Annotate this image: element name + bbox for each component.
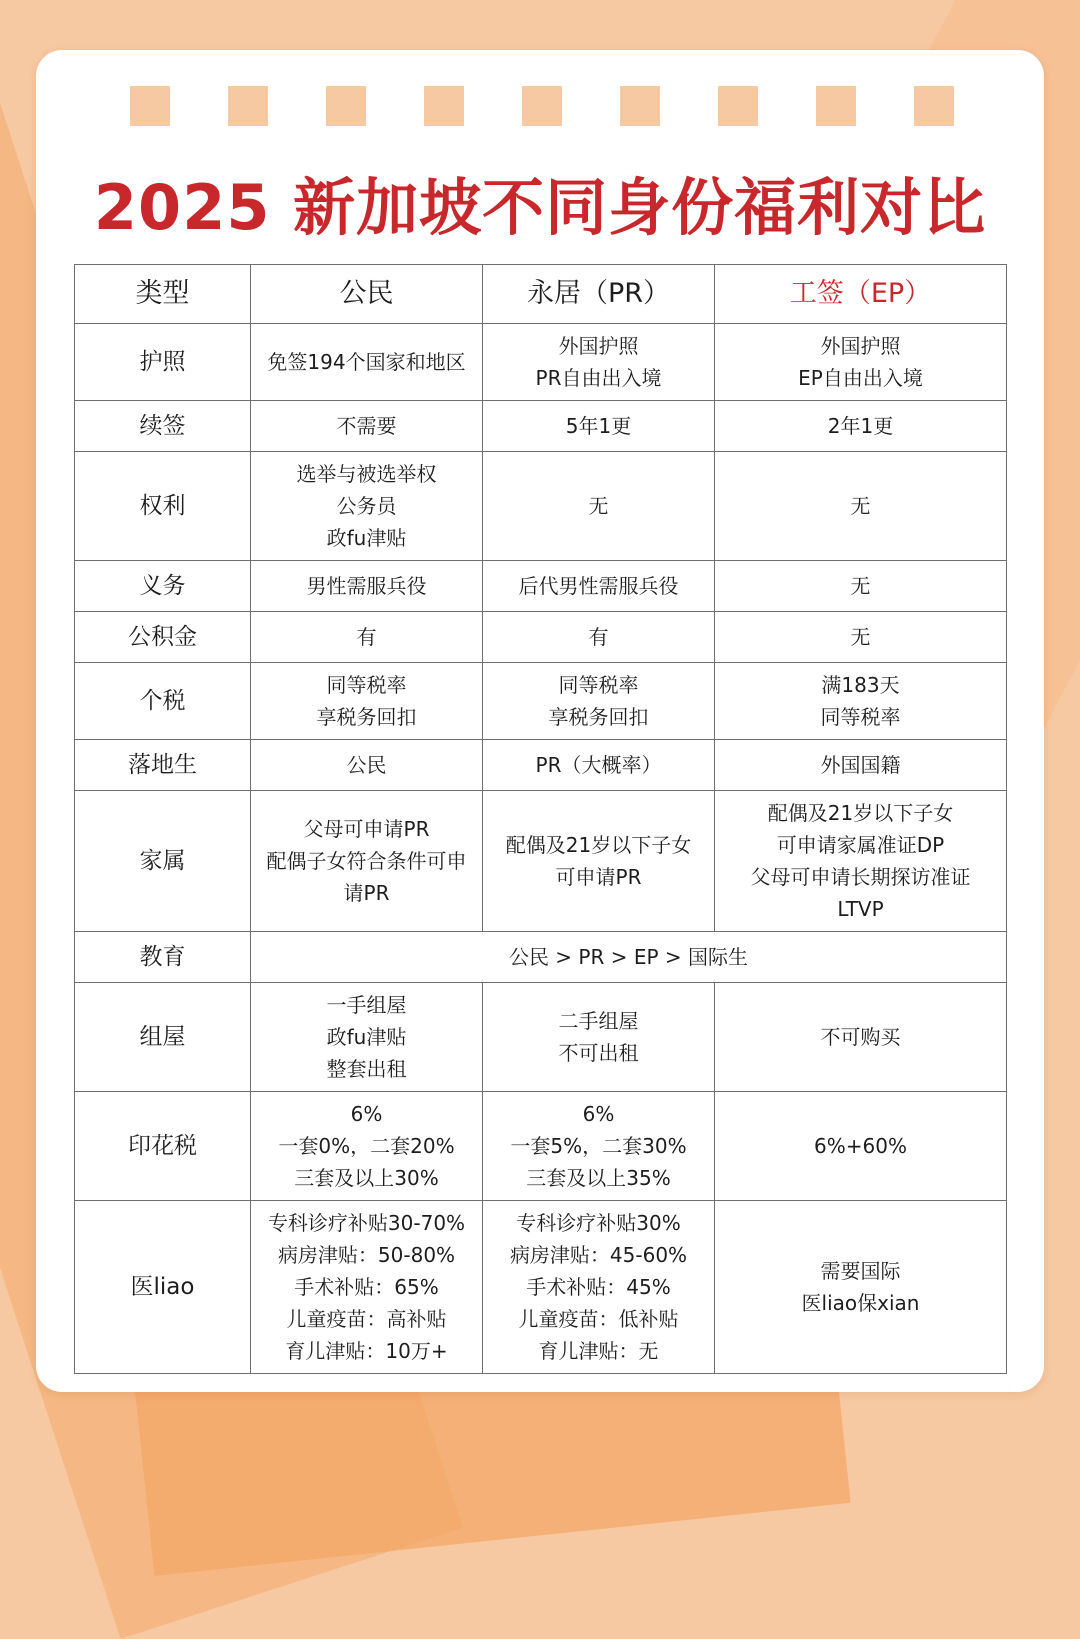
table-row — [75, 401, 1007, 452]
cell-ep: 2年1更 — [715, 401, 1007, 452]
row-label: 义务 — [75, 561, 251, 612]
cell-ep: 满183天 同等税率 — [715, 663, 1007, 740]
cell-ep: 不可购买 — [715, 983, 1007, 1092]
cell-citizen: 同等税率 享税务回扣 — [251, 663, 483, 740]
cell-pr: 同等税率 享税务回扣 — [483, 663, 715, 740]
cell-pr: 无 — [483, 452, 715, 561]
row-label: 组屋 — [75, 983, 251, 1092]
cell-citizen: 父母可申请PR 配偶子女符合条件可申 请PR — [251, 791, 483, 932]
cell-ep: 需要国际 医liao保xian — [715, 1201, 1007, 1374]
column-header-pr: 永居（PR） — [483, 265, 715, 324]
column-header-ep: 工签（EP） — [715, 265, 1007, 324]
cell-pr: 有 — [483, 612, 715, 663]
binder-tab — [620, 86, 660, 126]
cell-pr: PR（大概率） — [483, 740, 715, 791]
binder-tab — [424, 86, 464, 126]
page-title: 2025 新加坡不同身份福利对比 — [93, 171, 987, 244]
row-label: 教育 — [75, 932, 251, 983]
binder-tab — [228, 86, 268, 126]
cell-citizen: 选举与被选举权 公务员 政fu津贴 — [251, 452, 483, 561]
cell-ep: 无 — [715, 561, 1007, 612]
table-row — [75, 324, 1007, 401]
binder-tab — [718, 86, 758, 126]
row-label: 落地生 — [75, 740, 251, 791]
cell-ep: 外国护照 EP自由出入境 — [715, 324, 1007, 401]
cell-citizen: 男性需服兵役 — [251, 561, 483, 612]
row-label: 续签 — [75, 401, 251, 452]
table-row — [75, 1092, 1007, 1201]
cell-citizen: 公民 — [251, 740, 483, 791]
table-row — [75, 932, 1007, 983]
binder-tab — [816, 86, 856, 126]
binder-tab — [522, 86, 562, 126]
column-header-citizen: 公民 — [251, 265, 483, 324]
cell-education-ranking: 公民 > PR > EP > 国际生 — [251, 932, 1007, 983]
table-row — [75, 452, 1007, 561]
cell-ep: 外国国籍 — [715, 740, 1007, 791]
cell-citizen: 一手组屋 政fu津贴 整套出租 — [251, 983, 483, 1092]
table-row — [75, 612, 1007, 663]
cell-pr: 后代男性需服兵役 — [483, 561, 715, 612]
comparison-table — [74, 264, 1007, 1374]
comparison-card — [36, 50, 1044, 1392]
row-label: 医liao — [75, 1201, 251, 1374]
binder-tab — [130, 86, 170, 126]
cell-pr: 配偶及21岁以下子女 可申请PR — [483, 791, 715, 932]
column-header-type: 类型 — [75, 265, 251, 324]
cell-ep: 6%+60% — [715, 1092, 1007, 1201]
row-label: 护照 — [75, 324, 251, 401]
binder-tabs — [36, 86, 1044, 130]
cell-pr: 专科诊疗补贴30% 病房津贴：45-60% 手术补贴：45% 儿童疫苗：低补贴 育儿津贴：无 — [483, 1201, 715, 1374]
cell-citizen: 免签194个国家和地区 — [251, 324, 483, 401]
row-label: 家属 — [75, 791, 251, 932]
row-label: 公积金 — [75, 612, 251, 663]
table-row — [75, 663, 1007, 740]
cell-ep: 配偶及21岁以下子女 可申请家属准证DP 父母可申请长期探访准证 LTVP — [715, 791, 1007, 932]
row-label: 个税 — [75, 663, 251, 740]
row-label: 印花税 — [75, 1092, 251, 1201]
table-row — [75, 740, 1007, 791]
table-row — [75, 561, 1007, 612]
cell-ep: 无 — [715, 612, 1007, 663]
cell-pr: 二手组屋 不可出租 — [483, 983, 715, 1092]
cell-pr: 外国护照 PR自由出入境 — [483, 324, 715, 401]
row-label: 权利 — [75, 452, 251, 561]
cell-pr: 6% 一套5%，二套30% 三套及以上35% — [483, 1092, 715, 1201]
table-row — [75, 1201, 1007, 1374]
cell-ep: 无 — [715, 452, 1007, 561]
cell-citizen: 专科诊疗补贴30-70% 病房津贴：50-80% 手术补贴：65% 儿童疫苗：高补贴 育儿津贴：10万+ — [251, 1201, 483, 1374]
cell-citizen: 有 — [251, 612, 483, 663]
binder-tab — [914, 86, 954, 126]
cell-citizen: 不需要 — [251, 401, 483, 452]
binder-tab — [326, 86, 366, 126]
cell-pr: 5年1更 — [483, 401, 715, 452]
table-row — [75, 791, 1007, 932]
table-row — [75, 983, 1007, 1092]
table-header-row — [75, 265, 1007, 324]
cell-citizen: 6% 一套0%，二套20% 三套及以上30% — [251, 1092, 483, 1201]
